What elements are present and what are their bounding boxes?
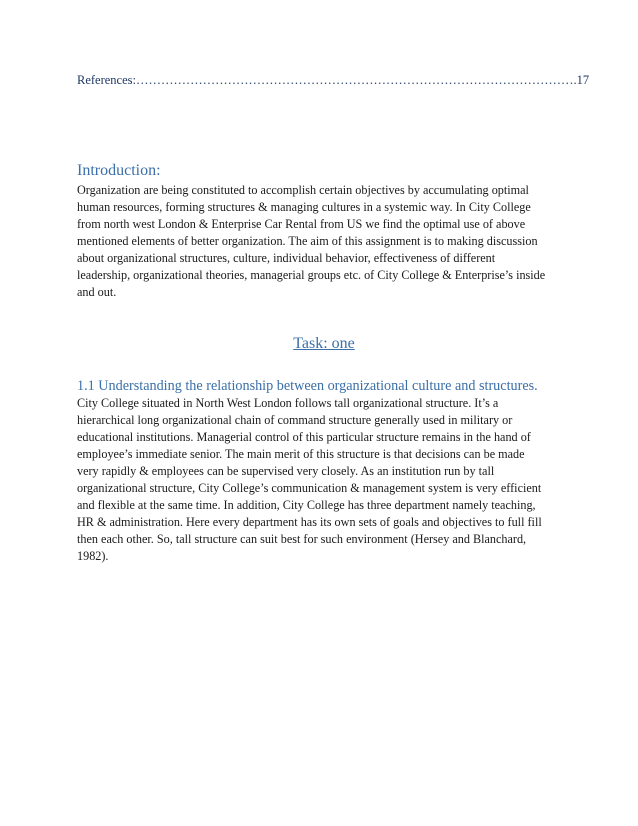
toc-label: References:	[77, 73, 136, 87]
paragraph-line: educational institutions. Managerial control of this particular structure remains in the hand of	[77, 430, 531, 444]
paragraph-line: and out.	[77, 285, 117, 299]
paragraph-line: mentioned elements of better organization. The aim of this assignment is to making discussion	[77, 234, 538, 248]
toc-page-number: 17	[576, 73, 590, 87]
paragraph-line: then each other. So, tall structure can suit best for such environment (Hersey and Blanchard,	[77, 532, 527, 546]
paragraph-line: City College situated in North West London follows tall organizational structure. It’s a	[77, 396, 499, 410]
introduction-heading: Introduction:	[77, 162, 161, 179]
paragraph-line: from north west London & Enterprise Car Rental from US we find the optimal use of above	[77, 217, 526, 231]
task-heading-text: Task: one	[293, 335, 355, 352]
toc-entry-references[interactable]	[77, 72, 590, 88]
paragraph-line: Organization are being constituted to accomplish certain objectives by accumulating optimal	[77, 183, 529, 197]
paragraph-line: HR & administration. Here every department has its own sets of goals and objectives to full fill	[77, 515, 542, 529]
section-subheading: 1.1 Understanding the relationship between organizational culture and structures.	[77, 378, 538, 394]
paragraph-line: hierarchical long organizational chain of command structure generally used in military or	[77, 413, 513, 427]
paragraph-line: about organizational structures, culture, individual behavior, effectiveness of different	[77, 251, 496, 265]
introduction-paragraph	[77, 182, 567, 301]
paragraph-line: and flexible at the same time. In addition, City College has three department namely teaching,	[77, 498, 536, 512]
paragraph-line: 1982).	[77, 549, 109, 563]
task-heading	[0, 334, 638, 354]
paragraph-line: human resources, forming structures & managing cultures in a systemic way. In City College	[77, 200, 531, 214]
paragraph-line: employee’s immediate senior. The main merit of this structure is that decisions can be made	[77, 447, 525, 461]
paragraph-line: leadership, organizational theories, managerial groups etc. of City College & Enterprise’s inside	[77, 268, 546, 282]
toc-leader-dots: …………………………………………………………………………………………….	[136, 73, 577, 87]
task-paragraph	[77, 395, 567, 565]
paragraph-line: very rapidly & employees can be supervised very closely. As an institution run by tall	[77, 464, 495, 478]
paragraph-line: organizational structure, City College’s communication & management system is very efficient	[77, 481, 542, 495]
